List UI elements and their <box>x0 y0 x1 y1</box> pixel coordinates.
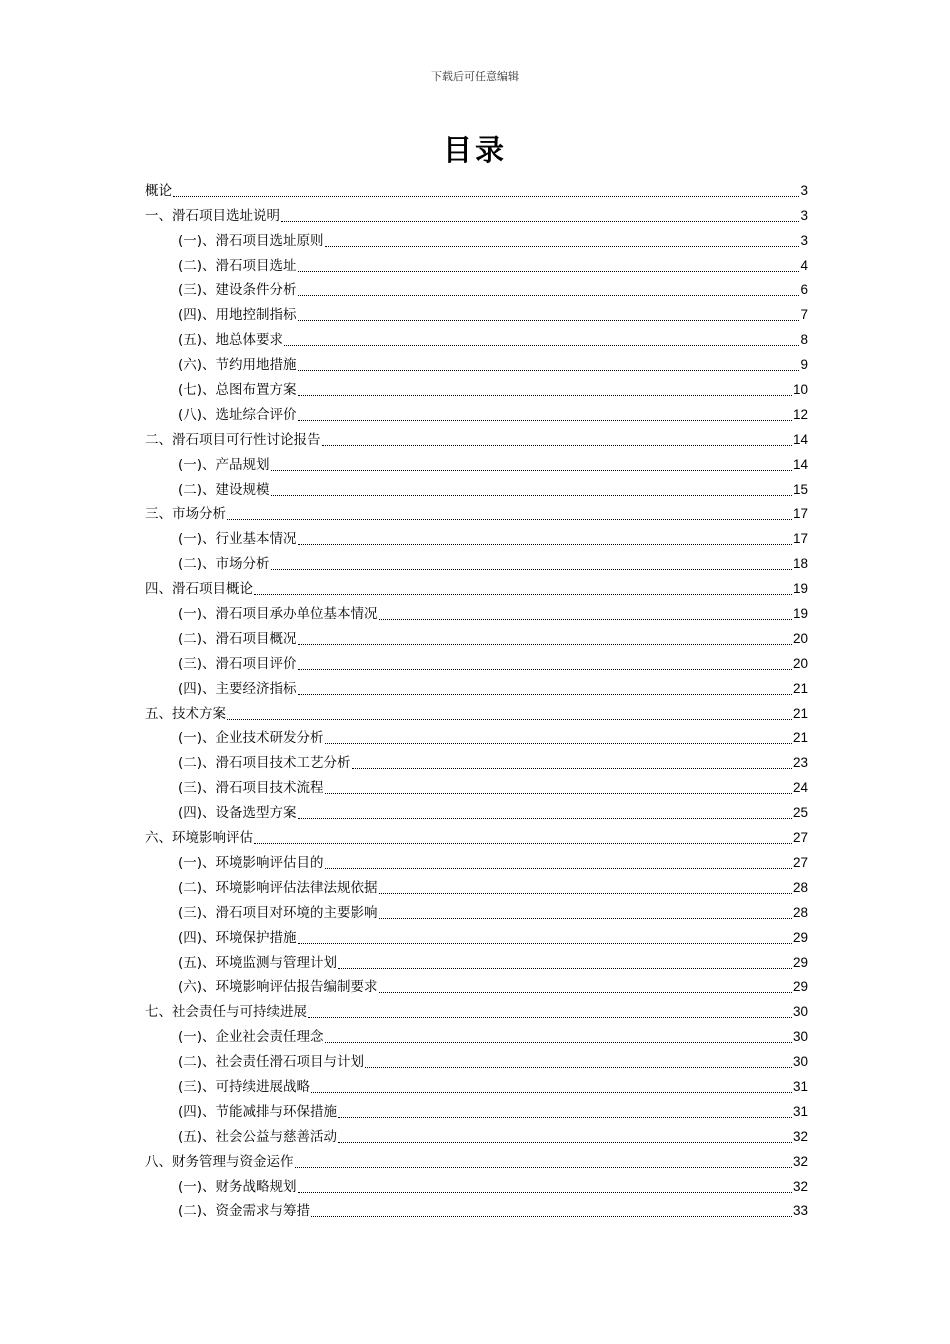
toc-dot-leader <box>271 495 792 496</box>
toc-entry-label: (二)、市场分析 <box>178 556 270 573</box>
toc-section-entry[interactable] <box>145 1146 808 1171</box>
toc-page-number: 29 <box>792 954 808 970</box>
toc-subsection-entry[interactable] <box>145 474 808 499</box>
toc-dot-leader <box>325 246 800 247</box>
toc-section-entry[interactable] <box>145 698 808 723</box>
toc-subsection-entry[interactable] <box>145 947 808 972</box>
toc-dot-leader <box>298 943 792 944</box>
toc-entry-label: (二)、环境影响评估法律法规依据 <box>178 879 378 896</box>
toc-dot-leader <box>271 569 792 570</box>
toc-page-number: 17 <box>792 531 808 547</box>
toc-page-number: 23 <box>792 755 808 771</box>
toc-entry-label: (二)、滑石项目选址 <box>178 257 297 274</box>
toc-subsection-entry[interactable] <box>145 1071 808 1096</box>
toc-subsection-entry[interactable] <box>145 1171 808 1196</box>
toc-entry-label: 三、市场分析 <box>145 506 226 523</box>
toc-subsection-entry[interactable] <box>145 772 808 797</box>
toc-subsection-entry[interactable] <box>145 897 808 922</box>
toc-subsection-entry[interactable] <box>145 275 808 300</box>
toc-dot-leader <box>271 470 792 471</box>
toc-dot-leader <box>298 644 792 645</box>
toc-dot-leader <box>281 221 799 222</box>
toc-page-number: 30 <box>792 1004 808 1020</box>
toc-page-number: 29 <box>792 979 808 995</box>
toc-dot-leader <box>298 320 800 321</box>
toc-subsection-entry[interactable] <box>145 648 808 673</box>
toc-dot-leader <box>308 1017 792 1018</box>
toc-page-number: 15 <box>792 481 808 497</box>
toc-dot-leader <box>379 992 792 993</box>
toc-entry-label: (二)、建设规模 <box>178 481 270 498</box>
toc-dot-leader <box>325 868 792 869</box>
toc-dot-leader <box>338 1142 792 1143</box>
toc-subsection-entry[interactable] <box>145 299 808 324</box>
toc-dot-leader <box>298 295 800 296</box>
toc-entry-label: (四)、节能减排与环保措施 <box>178 1103 338 1120</box>
toc-entry-label: (三)、滑石项目评价 <box>178 655 297 672</box>
toc-dot-leader <box>379 893 792 894</box>
toc-subsection-entry[interactable] <box>145 797 808 822</box>
toc-page-number: 17 <box>792 506 808 522</box>
toc-entry-label: (四)、用地控制指标 <box>178 307 297 324</box>
toc-subsection-entry[interactable] <box>145 1021 808 1046</box>
toc-dot-leader <box>298 395 792 396</box>
toc-subsection-entry[interactable] <box>145 747 808 772</box>
toc-entry-label: (三)、可持续进展战略 <box>178 1078 311 1095</box>
toc-subsection-entry[interactable] <box>145 250 808 275</box>
toc-page-number: 27 <box>792 854 808 870</box>
toc-entry-label: (一)、环境影响评估目的 <box>178 854 324 871</box>
toc-dot-leader <box>298 370 800 371</box>
toc-entry-label: (三)、滑石项目技术流程 <box>178 780 324 797</box>
toc-entry-label: (六)、节约用地措施 <box>178 357 297 374</box>
toc-entry-label: (三)、滑石项目对环境的主要影响 <box>178 904 378 921</box>
toc-dot-leader <box>298 544 792 545</box>
toc-subsection-entry[interactable] <box>145 623 808 648</box>
header-note: 下载后可任意编辑 <box>431 70 519 83</box>
toc-entry-label: 七、社会责任与可持续进展 <box>145 1004 307 1021</box>
toc-dot-leader <box>298 1192 792 1193</box>
toc-subsection-entry[interactable] <box>145 449 808 474</box>
toc-page-number: 21 <box>792 730 808 746</box>
toc-entry-label: (四)、环境保护措施 <box>178 929 297 946</box>
toc-entry-label: (二)、滑石项目技术工艺分析 <box>178 755 351 772</box>
toc-dot-leader <box>338 968 792 969</box>
toc-subsection-entry[interactable] <box>145 972 808 997</box>
toc-entry-label: (一)、企业社会责任理念 <box>178 1029 324 1046</box>
toc-page-number: 19 <box>792 581 808 597</box>
toc-page-number: 14 <box>792 456 808 472</box>
toc-dot-leader <box>227 519 792 520</box>
toc-subsection-entry[interactable] <box>145 1121 808 1146</box>
toc-page-number: 28 <box>792 879 808 895</box>
toc-dot-leader <box>325 793 792 794</box>
toc-dot-leader <box>298 669 792 670</box>
toc-page-number: 12 <box>792 406 808 422</box>
toc-entry-label: 四、滑石项目概论 <box>145 581 253 598</box>
toc-section-entry[interactable] <box>145 200 808 225</box>
toc-page-number: 31 <box>792 1078 808 1094</box>
toc-page-number: 25 <box>792 805 808 821</box>
toc-entry-label: (一)、财务战略规划 <box>178 1178 297 1195</box>
toc-page-number: 30 <box>792 1054 808 1070</box>
toc-entry-label: (一)、行业基本情况 <box>178 531 297 548</box>
toc-dot-leader <box>352 768 792 769</box>
toc-dot-leader <box>311 1092 792 1093</box>
toc-page-number: 30 <box>792 1029 808 1045</box>
toc-dot-leader <box>298 271 800 272</box>
toc-dot-leader <box>365 1067 792 1068</box>
toc-dot-leader <box>322 445 792 446</box>
toc-entry-label: (八)、选址综合评价 <box>178 406 297 423</box>
toc-page-number: 3 <box>800 207 808 223</box>
toc-page-number: 7 <box>800 307 808 323</box>
toc-subsection-entry[interactable] <box>145 1096 808 1121</box>
toc-entry-label: (一)、产品规划 <box>178 456 270 473</box>
toc-entry-label: 一、滑石项目选址说明 <box>145 207 280 224</box>
toc-page-number: 28 <box>792 904 808 920</box>
toc-entry-label: (二)、资金需求与筹措 <box>178 1203 311 1220</box>
toc-dot-leader <box>254 594 792 595</box>
toc-entry-label: 二、滑石项目可行性讨论报告 <box>145 431 321 448</box>
toc-page-number: 14 <box>792 431 808 447</box>
toc-subsection-entry[interactable] <box>145 225 808 250</box>
toc-page-number: 32 <box>792 1153 808 1169</box>
toc-subsection-entry[interactable] <box>145 324 808 349</box>
toc-dot-leader <box>295 1167 792 1168</box>
toc-section-entry[interactable] <box>145 499 808 524</box>
toc-dot-leader <box>379 918 792 919</box>
toc-page-number: 31 <box>792 1103 808 1119</box>
toc-page-number: 3 <box>800 182 808 198</box>
toc-section-entry[interactable] <box>145 175 808 200</box>
toc-dot-leader <box>311 1216 792 1217</box>
toc-page-number: 33 <box>792 1203 808 1219</box>
toc-entry-label: (一)、滑石项目选址原则 <box>178 232 324 249</box>
toc-entry-label: 概论 <box>145 182 172 199</box>
toc-subsection-entry[interactable] <box>145 872 808 897</box>
toc-entry-label: (一)、企业技术研发分析 <box>178 730 324 747</box>
toc-page-number: 6 <box>800 282 808 298</box>
toc-dot-leader <box>227 719 792 720</box>
toc-page-number: 9 <box>800 357 808 373</box>
toc-subsection-entry[interactable] <box>145 922 808 947</box>
toc-page-number: 21 <box>792 705 808 721</box>
toc-dot-leader <box>254 843 792 844</box>
toc-subsection-entry[interactable] <box>145 598 808 623</box>
toc-entry-label: (五)、地总体要求 <box>178 332 284 349</box>
toc-section-entry[interactable] <box>145 573 808 598</box>
table-of-contents <box>145 175 808 1220</box>
toc-entry-label: (六)、环境影响评估报告编制要求 <box>178 979 378 996</box>
toc-entry-label: (二)、滑石项目概况 <box>178 630 297 647</box>
toc-subsection-entry[interactable] <box>145 847 808 872</box>
toc-subsection-entry[interactable] <box>145 374 808 399</box>
toc-page-number: 8 <box>800 332 808 348</box>
toc-page-number: 3 <box>800 232 808 248</box>
toc-entry-label: 八、财务管理与资金运作 <box>145 1153 294 1170</box>
toc-entry-label: (三)、建设条件分析 <box>178 282 297 299</box>
toc-subsection-entry[interactable] <box>145 523 808 548</box>
toc-subsection-entry[interactable] <box>145 1196 808 1221</box>
toc-page-number: 20 <box>792 630 808 646</box>
toc-entry-label: (二)、社会责任滑石项目与计划 <box>178 1054 365 1071</box>
toc-page-number: 32 <box>792 1178 808 1194</box>
toc-page-number: 10 <box>792 382 808 398</box>
toc-page-number: 24 <box>792 780 808 796</box>
toc-entry-label: (四)、设备选型方案 <box>178 805 297 822</box>
toc-dot-leader <box>298 694 792 695</box>
toc-page-number: 29 <box>792 929 808 945</box>
toc-subsection-entry[interactable] <box>145 399 808 424</box>
toc-dot-leader <box>325 743 792 744</box>
toc-dot-leader <box>284 345 799 346</box>
toc-dot-leader <box>325 1042 792 1043</box>
toc-entry-label: (七)、总图布置方案 <box>178 382 297 399</box>
toc-page-number: 20 <box>792 655 808 671</box>
toc-subsection-entry[interactable] <box>145 548 808 573</box>
toc-entry-label: (五)、社会公益与慈善活动 <box>178 1128 338 1145</box>
toc-entry-label: (一)、滑石项目承办单位基本情况 <box>178 606 378 623</box>
toc-subsection-entry[interactable] <box>145 723 808 748</box>
toc-page-number: 18 <box>792 556 808 572</box>
toc-entry-label: (四)、主要经济指标 <box>178 680 297 697</box>
toc-entry-label: 六、环境影响评估 <box>145 830 253 847</box>
toc-title: 目录 <box>442 133 507 167</box>
toc-subsection-entry[interactable] <box>145 673 808 698</box>
toc-page-number: 27 <box>792 830 808 846</box>
toc-section-entry[interactable] <box>145 822 808 847</box>
toc-section-entry[interactable] <box>145 424 808 449</box>
toc-page-number: 21 <box>792 680 808 696</box>
toc-dot-leader <box>298 420 792 421</box>
toc-dot-leader <box>379 619 792 620</box>
toc-page-number: 4 <box>800 257 808 273</box>
toc-entry-label: (五)、环境监测与管理计划 <box>178 954 338 971</box>
toc-dot-leader <box>173 196 799 197</box>
toc-page-number: 32 <box>792 1128 808 1144</box>
toc-page-number: 19 <box>792 606 808 622</box>
toc-dot-leader <box>338 1117 792 1118</box>
toc-entry-label: 五、技术方案 <box>145 705 226 722</box>
toc-subsection-entry[interactable] <box>145 349 808 374</box>
toc-section-entry[interactable] <box>145 996 808 1021</box>
toc-subsection-entry[interactable] <box>145 1046 808 1071</box>
toc-dot-leader <box>298 818 792 819</box>
